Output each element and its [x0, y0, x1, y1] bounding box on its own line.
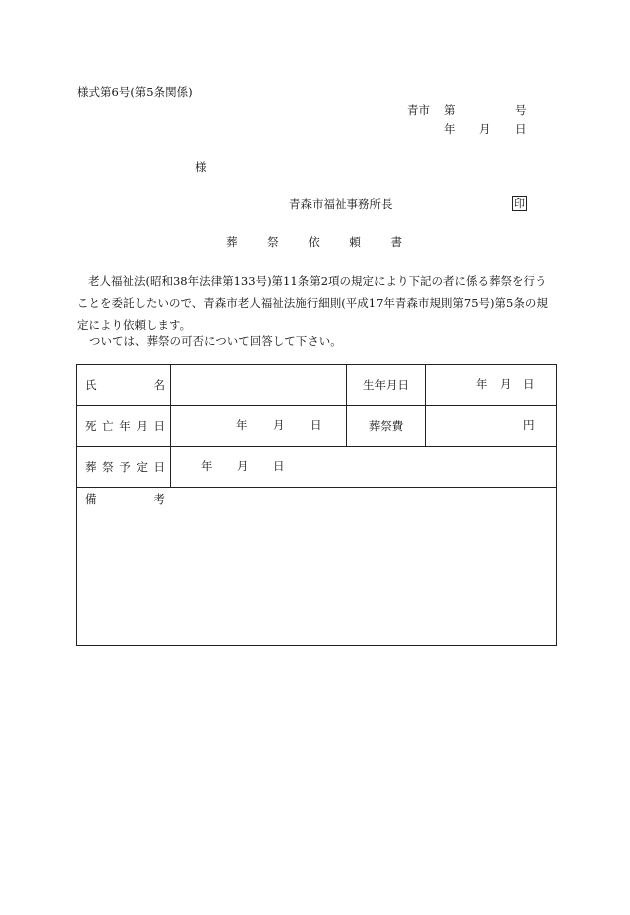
funeral-day-unit: 日 [273, 459, 285, 473]
remarks-cell[interactable] [77, 488, 557, 646]
doc-number-prefix: 青市 [407, 103, 430, 117]
funeral-label-char: 定 [136, 460, 148, 474]
name-label-cell [77, 365, 171, 406]
title-char: 祭 [267, 235, 279, 249]
title-char: 葬 [226, 235, 238, 249]
cost-label: 葬祭費 [368, 419, 404, 433]
name-label-char: 名 [153, 378, 165, 392]
birth-month-unit: 月 [500, 377, 512, 391]
addressee-suffix: 様 [195, 160, 207, 174]
form-number: 様式第6号(第5条関係) [77, 85, 193, 99]
death-label-char: 死 [85, 419, 97, 433]
request-paragraph: ついては、葬祭の可否について回答して下さい。 [89, 334, 342, 348]
doc-number-go: 号 [515, 103, 527, 117]
funeral-year-unit: 年 [201, 459, 213, 473]
cost-label-cell [347, 406, 426, 447]
seal-mark: 印 [514, 197, 525, 210]
sender-title: 青森市福祉事務所長 [289, 197, 393, 211]
date-year: 年 [444, 122, 456, 136]
death-year-unit: 年 [236, 418, 248, 432]
date-day: 日 [515, 122, 527, 136]
table-row [77, 488, 557, 646]
date-month: 月 [479, 122, 491, 136]
table-row [77, 447, 557, 488]
death-label-char: 亡 [102, 419, 114, 433]
table-row [77, 365, 557, 406]
name-label-char: 氏 [85, 378, 97, 392]
funeral-date-cell[interactable] [171, 447, 557, 488]
death-label-char: 年 [119, 419, 131, 433]
funeral-label-char: 日 [153, 460, 165, 474]
remarks-label [85, 491, 165, 507]
body-paragraph: 老人福祉法(昭和38年法律第133号)第11条第2項の規定により下記の者に係る葬祭を行うことを委託したいので、青森市老人福祉法施行細則(平成17年青森市規則第75号)第5条の規定により依頼します。 [77, 274, 548, 332]
remarks-label-char: 考 [153, 492, 165, 506]
funeral-month-unit: 月 [237, 459, 249, 473]
birth-value-cell[interactable] [426, 365, 557, 406]
funeral-label-char: 祭 [102, 460, 114, 474]
remarks-label-char: 備 [85, 492, 97, 506]
death-month-unit: 月 [273, 418, 285, 432]
birth-year-unit: 年 [476, 377, 488, 391]
death-label-char: 日 [153, 419, 165, 433]
doc-number-dai: 第 [444, 103, 456, 117]
title-char: 書 [390, 235, 402, 249]
death-label-cell [77, 406, 171, 447]
funeral-label-char: 予 [119, 460, 131, 474]
birth-label-cell [347, 365, 426, 406]
yen-unit: 円 [523, 418, 535, 432]
table-row [77, 406, 557, 447]
title-char: 依 [308, 235, 320, 249]
death-day-unit: 日 [310, 418, 322, 432]
name-value-cell[interactable] [171, 365, 347, 406]
deceased-info-table [76, 364, 557, 646]
funeral-label-cell [77, 447, 171, 488]
death-date-cell[interactable] [171, 406, 347, 447]
funeral-label-char: 葬 [85, 460, 97, 474]
birth-day-unit: 日 [523, 377, 535, 391]
document-title [226, 237, 402, 249]
birth-label: 生年月日 [363, 378, 409, 392]
death-label-char: 月 [136, 419, 148, 433]
title-char: 頼 [349, 235, 361, 249]
cost-value-cell[interactable] [426, 406, 557, 447]
